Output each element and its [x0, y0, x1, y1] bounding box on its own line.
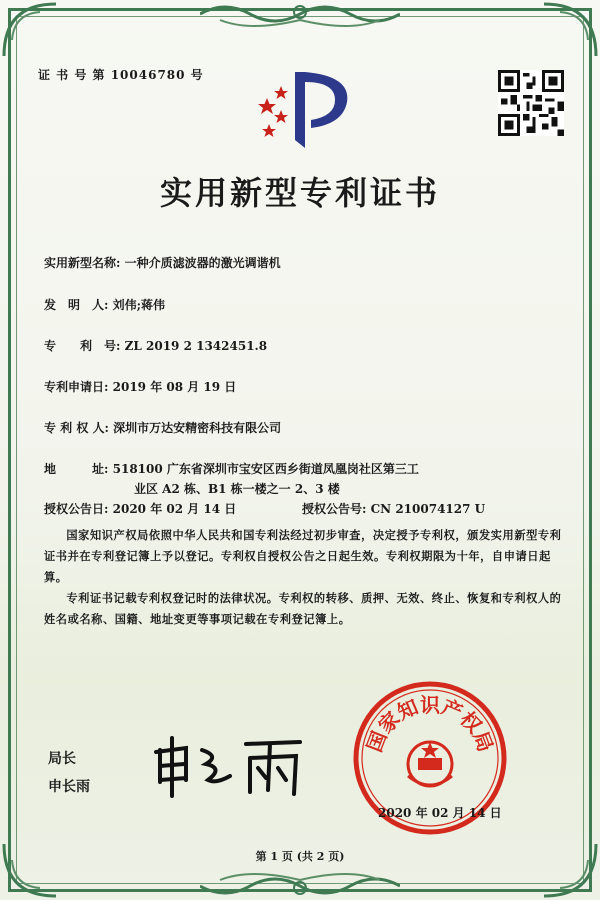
address-line-2-row: [134, 480, 340, 497]
utility-model-name-value: 一种介质滤波器的激光调谐机: [124, 256, 281, 270]
inventor-value: 刘伟;蒋伟: [112, 298, 166, 312]
grant-date-label: 授权公告日:: [44, 502, 109, 516]
address-line-1: 518100 广东省深圳市宝安区西乡街道凤凰岗社区第三工: [112, 462, 419, 476]
address-row: [44, 460, 419, 477]
director-name: 申长雨: [48, 779, 90, 795]
patent-number-label: 专 利 号:: [44, 339, 121, 353]
grant-date-row: [44, 500, 236, 517]
signature-icon: [150, 730, 310, 800]
director-title: 局长: [48, 751, 76, 767]
grant-number-value: CN 210074127 U: [370, 502, 486, 516]
utility-model-name-row: [44, 254, 281, 271]
filing-date-label: 专利申请日:: [44, 380, 109, 394]
filing-date-value: 2019 年 08 月 19 日: [112, 380, 237, 394]
grant-date-value: 2020 年 02 月 14 日: [112, 502, 237, 516]
legal-status-paragraph: 专利证书记载专利权登记时的法律状况。专利权的转移、质押、无效、终止、恢复和专利权人的姓名或名称、国籍、地址变更等事项记载在专利登记簿上。: [44, 591, 562, 626]
seal-date: 2020 年 02 月 14 日: [378, 806, 502, 820]
utility-model-name-label: 实用新型名称:: [44, 256, 121, 270]
inventor-label: 发 明 人:: [44, 298, 109, 312]
inventor-row: [44, 296, 165, 313]
corner-ornament-icon: [540, 0, 600, 60]
grant-statement-paragraph: 国家知识产权局依照中华人民共和国专利法经过初步审查，决定授予专利权，颁发实用新型专利证书并在专利登记簿上予以登记。专利权自授权公告之日起生效。专利权期限为十年，自申请日起算。: [44, 528, 562, 584]
certificate-number: 证 书 号 第 10046780 号: [38, 68, 204, 82]
filing-date-row: [44, 378, 236, 395]
patentee-row: [44, 419, 281, 436]
address-label: 地 址:: [44, 462, 109, 476]
patent-number-row: [44, 337, 267, 354]
grant-number-row: [302, 500, 485, 517]
qr-code-icon: [498, 70, 564, 136]
corner-ornament-icon: [0, 0, 60, 60]
grant-number-label: 授权公告号:: [302, 502, 367, 516]
address-line-2: 业区 A2 栋、B1 栋一楼之一 2、3 楼: [134, 482, 340, 496]
page-number: 第 1 页 (共 2 页): [255, 850, 345, 863]
seal-text: 国家知识产权局: [362, 693, 498, 756]
certificate-title: 实用新型专利证书: [159, 174, 440, 212]
top-ornament-icon: [200, 0, 400, 34]
patentee-label: 专 利 权 人:: [44, 421, 109, 435]
patent-number-value: ZL 2019 2 1342451.8: [124, 339, 268, 353]
bottom-ornament-icon: [200, 866, 400, 900]
cnipa-logo-icon: [255, 62, 355, 152]
patentee-value: 深圳市万达安精密科技有限公司: [113, 421, 282, 435]
